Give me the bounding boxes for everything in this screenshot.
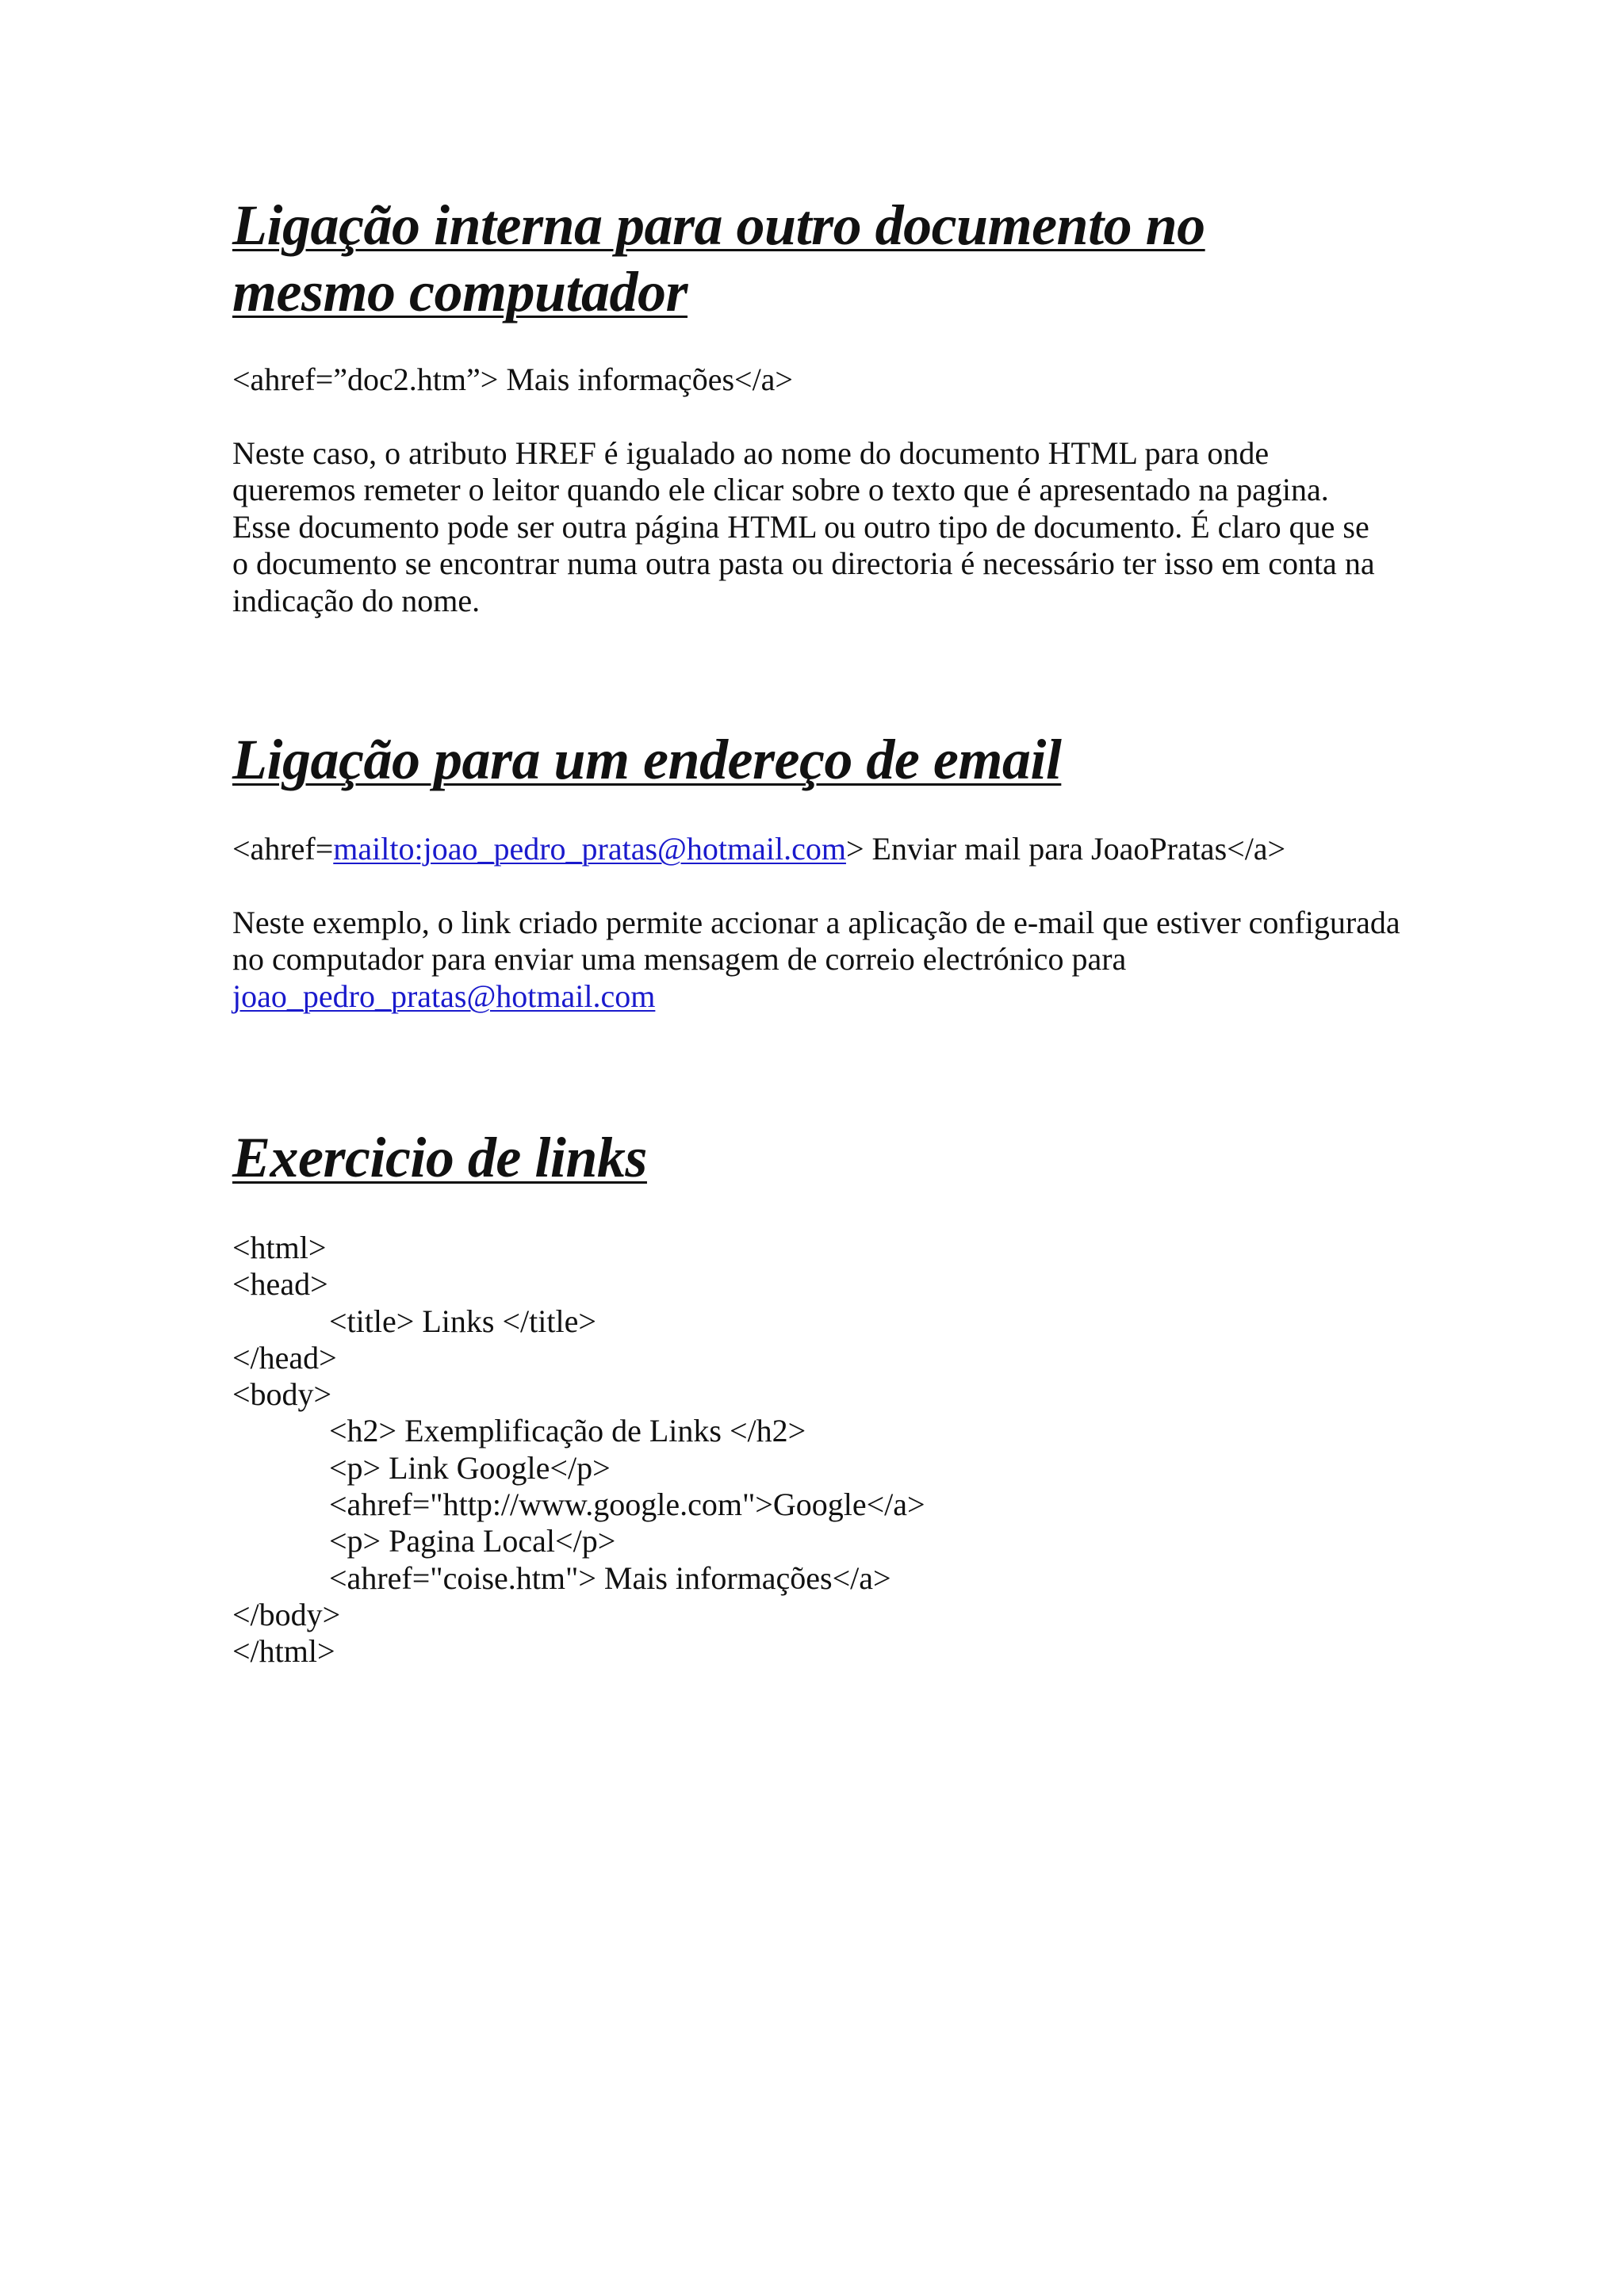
code-line: <p> Link Google</p> — [329, 1449, 611, 1486]
paragraph-email-link — [232, 905, 1398, 1015]
paragraph-line: Esse documento pode ser outra página HTML ou outro tipo de documento. É claro que se — [232, 508, 1369, 545]
heading-line-2: mesmo computador — [232, 260, 688, 323]
paragraph-line — [232, 978, 1398, 1015]
code-example-doc2: <ahref=”doc2.htm”> Mais informações</a> — [232, 362, 793, 397]
paragraph-line: Neste exemplo, o link criado permite accionar a aplicação de e-mail que estiver configurada — [232, 905, 1400, 940]
paragraph-line: queremos remeter o leitor quando ele clicar sobre o texto que é apresentado na pagina. — [232, 472, 1329, 508]
code-line: <title> Links </title> — [329, 1303, 596, 1339]
paragraph-line: o documento se encontrar numa outra pasta ou directoria é necessário ter isso em conta na — [232, 545, 1375, 582]
code-line: </html> — [232, 1633, 335, 1670]
code-line: <body> — [232, 1376, 332, 1413]
section-heading-exercise: Exercicio de links — [232, 1126, 647, 1189]
code-example-mailto — [232, 831, 1285, 867]
code-line: <ahref="coise.htm"> Mais informações</a> — [329, 1559, 891, 1596]
section-heading-internal-link — [232, 192, 1422, 325]
code-line: <head> — [232, 1266, 328, 1303]
paragraph-internal-link — [232, 435, 1398, 619]
code-suffix: > Enviar mail para JoaoPratas</a> — [845, 831, 1286, 867]
code-block-exercise — [232, 1230, 925, 1670]
code-line: <html> — [232, 1230, 327, 1265]
email-address-link[interactable]: joao_pedro_pratas@hotmail.com — [232, 978, 656, 1014]
paragraph-line: indicação do nome. — [232, 582, 481, 618]
code-line: <ahref="http://www.google.com">Google</a> — [329, 1487, 925, 1523]
code-line: </body> — [232, 1596, 341, 1632]
section-heading-email-link: Ligação para um endereço de email — [232, 728, 1062, 791]
paragraph-line: no computador para enviar uma mensagem de correio electrónico para — [232, 941, 1127, 978]
paragraph-line: Neste caso, o atributo HREF é igualado ao nome do documento HTML para onde — [232, 435, 1270, 471]
mailto-link[interactable]: mailto:joao_pedro_pratas@hotmail.com — [333, 831, 846, 867]
code-line: <p> Pagina Local</p> — [329, 1523, 616, 1559]
code-line: </head> — [232, 1339, 337, 1376]
code-prefix: <ahref= — [232, 831, 334, 867]
code-line: <h2> Exemplificação de Links </h2> — [329, 1413, 806, 1449]
heading-line-1: Ligação interna para outro documento no — [232, 193, 1205, 257]
